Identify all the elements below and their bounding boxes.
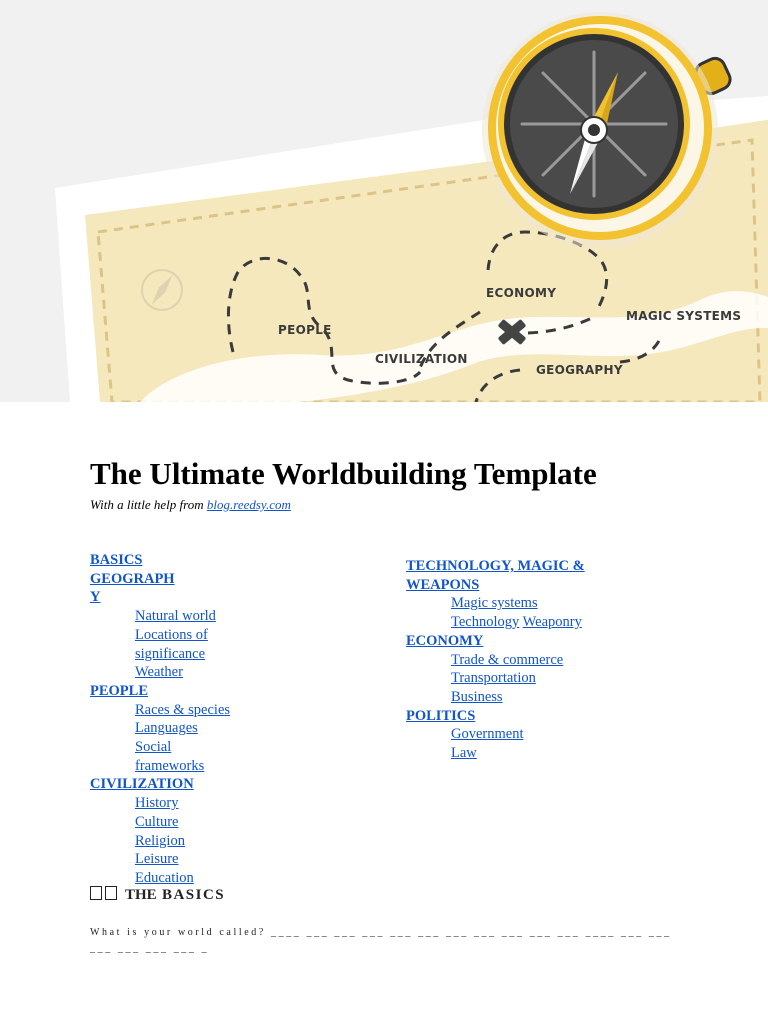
toc-link-races-species[interactable]: Races & species (135, 701, 231, 718)
toc-link-social-frameworks[interactable]: Social frameworks (135, 739, 205, 774)
subtitle-prefix: With a little help from (90, 497, 207, 512)
toc-link-magic-systems[interactable]: Magic systems (451, 595, 538, 612)
toc-link-government[interactable]: Government (451, 726, 524, 743)
toc-section-civilization[interactable]: CIVILIZATION (90, 776, 194, 793)
checkbox-glyph-icon (105, 886, 117, 900)
toc-link-history[interactable]: History (135, 795, 179, 812)
toc-link-locations-of-significance[interactable]: Locations of significance (135, 626, 208, 662)
hero-illustration (0, 0, 768, 402)
toc-section-technology-magic[interactable]: TECHNOLOGY, MAGIC & (406, 558, 585, 574)
checkbox-glyph-icon (90, 886, 102, 900)
toc-link-culture[interactable]: Culture (135, 813, 179, 830)
label-economy: ECONOMY (486, 286, 557, 300)
toc-link-languages[interactable]: Languages (135, 720, 198, 737)
toc-link-education[interactable]: Education (135, 869, 194, 886)
treasure-map-illustration (0, 0, 768, 402)
reedsy-blog-link[interactable]: blog.reedsy.com (206, 497, 291, 512)
toc-link-technology[interactable]: Technology (451, 614, 520, 631)
toc-link-weaponry[interactable]: Weaponry (522, 614, 582, 631)
toc-link-natural-world[interactable]: Natural world (135, 608, 216, 625)
document-subtitle (90, 497, 291, 513)
label-geography: GEOGRAPHY (536, 363, 623, 377)
toc-section-people[interactable]: PEOPLE (90, 682, 149, 699)
toc-section-geograph[interactable]: GEOGRAPH (90, 570, 175, 587)
toc-section-economy[interactable]: ECONOMY (406, 632, 484, 649)
toc-link-business[interactable]: Business (451, 688, 503, 705)
toc-item-row (406, 613, 706, 632)
toc-link-weather[interactable]: Weather (135, 664, 183, 681)
toc-section-y[interactable]: Y (90, 589, 101, 606)
toc-link-religion[interactable]: Religion (135, 832, 185, 849)
document-title: The Ultimate Worldbuilding Template (90, 456, 597, 491)
section-heading-basics (90, 886, 225, 904)
label-magic-systems: MAGIC SYSTEMS (626, 309, 742, 323)
toc-section-weapons[interactable]: WEAPONS (406, 576, 480, 593)
toc-link-trade-commerce[interactable]: Trade & commerce (451, 651, 564, 668)
toc-link-transportation[interactable]: Transportation (451, 670, 536, 687)
heading-basics: BASICS (161, 887, 226, 903)
toc-link-leisure[interactable]: Leisure (135, 851, 179, 868)
label-people: PEOPLE (278, 323, 332, 337)
label-civilization: CIVILIZATION (375, 352, 468, 366)
heading-the: THE (125, 887, 157, 903)
toc-left-column (90, 551, 240, 888)
world-name-question: What is your world called? ____ ___ ___ ___ ___ ___ ___ ___ ___ ___ ___ ____ ___ ___ ___ ___ ___ ___ _ (90, 927, 672, 954)
toc-section-basics[interactable]: BASICS (90, 552, 143, 568)
toc-right-column (406, 557, 706, 763)
toc-link-law[interactable]: Law (451, 745, 477, 762)
toc-section-politics[interactable]: POLITICS (406, 707, 476, 724)
